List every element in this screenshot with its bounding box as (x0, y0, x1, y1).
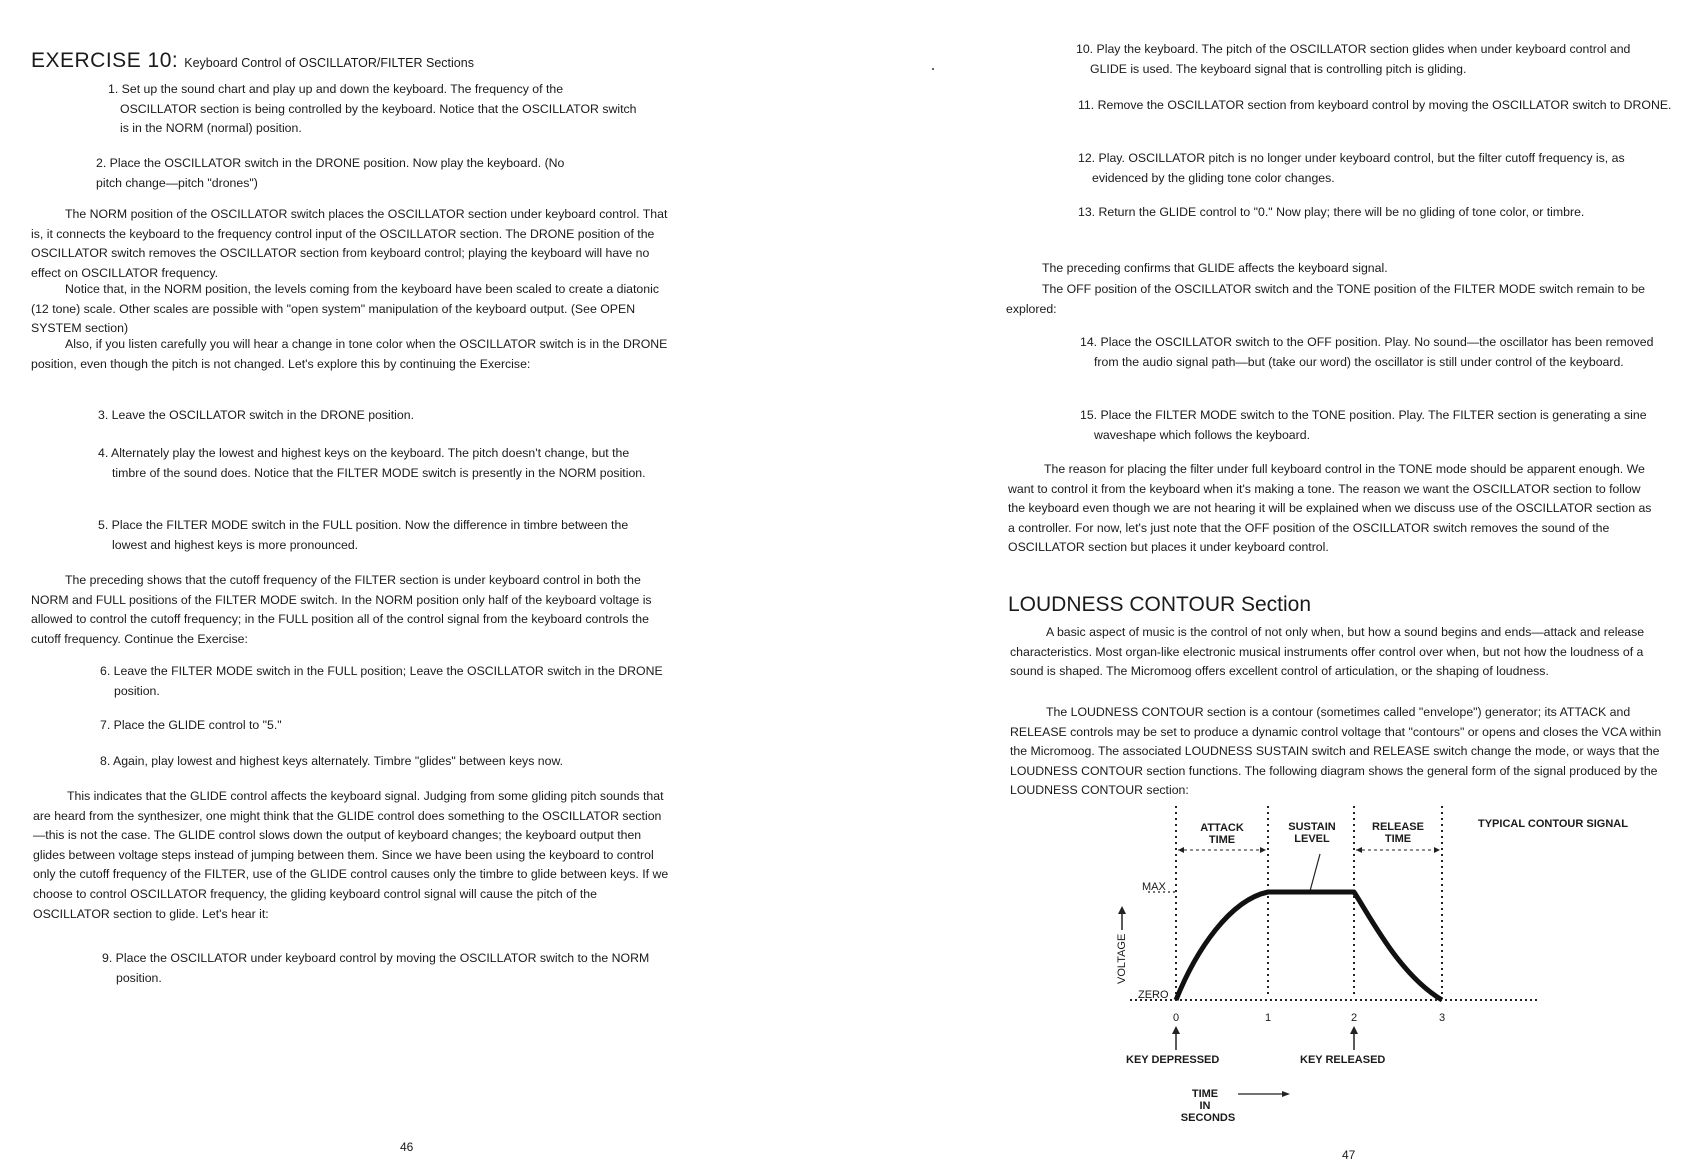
key-depressed-arrow-head (1172, 1026, 1180, 1034)
release-label-line-2: TIME (1384, 833, 1412, 845)
attack-label-line-2: TIME (1208, 834, 1236, 846)
sustain-level-label (1276, 821, 1348, 845)
contour-curve (1176, 892, 1442, 1000)
tick-3: 3 (1438, 1012, 1446, 1024)
attack-time-label (1187, 822, 1257, 846)
key-released-arrow-head (1350, 1026, 1358, 1034)
contour-signal-diagram (1000, 800, 1680, 1140)
paragraph-norm-position: The NORM position of the OSCILLATOR switch places the OSCILLATOR section under keyboard control. That is, it connects the keyboard to the frequency control input of the OSCILLATOR section. The DRONE position of the OSCILLATOR switch removes the OSCILLATOR section from keyboard control; playing the keyboard will have no effect on OSCILLATOR frequency. (31, 207, 668, 280)
print-speck (932, 68, 934, 70)
release-time-label (1362, 821, 1434, 845)
step-9: 9. Place the OSCILLATOR under keyboard control by moving the OSCILLATOR switch to the NORM position. (102, 951, 650, 985)
tick-1: 1 (1264, 1012, 1272, 1024)
left-page (0, 0, 847, 1160)
paragraph-contour-generator: The LOUDNESS CONTOUR section is a contour (sometimes called "envelope") generator; its ATTACK and RELEASE controls may be set to produce a dynamic control voltage that "contours" or opens and closes the VCA within the Micromoog. The associated LOUDNESS SUSTAIN switch and RELEASE switch change the mode, or ways that the LOUDNESS CONTOUR section functions. The following diagram shows the general form of the signal produced by the LOUDNESS CONTOUR section: (1010, 705, 1662, 798)
step-12: 12. Play. OSCILLATOR pitch is no longer under keyboard control, but the filter cutoff frequency is, as evidenced by the gliding tone color changes. (1078, 151, 1625, 185)
section-heading-loudness-contour: LOUDNESS CONTOUR Section (1008, 593, 1312, 616)
paragraph-articulation: A basic aspect of music is the control of not only when, but how a sound begins and ends—attack and release characteristics. Most organ-like electronic musical instruments offer control over when, but not how the loudness of a sound is shaped. The Micromoog offers excellent control of articulation, or the shaping of loudness. (1010, 625, 1645, 679)
voltage-label: VOLTAGE (1116, 933, 1128, 984)
time-in-seconds-label (1180, 1088, 1230, 1112)
step-7: 7. Place the GLIDE control to "5." (100, 718, 282, 732)
step-4: 4. Alternately play the lowest and highest keys on the keyboard. The pitch doesn't change, but the timbre of the sound does. Notice that the FILTER MODE switch is presently in the NORM position. (98, 446, 646, 480)
step-1: 1. Set up the sound chart and play up and down the keyboard. The frequency of the OSCILLATOR section is being controlled by the keyboard. Notice that the OSCILLATOR switch is in the NORM (normal) position. (108, 82, 637, 136)
max-label: MAX (1142, 881, 1166, 893)
step-6: 6. Leave the FILTER MODE switch in the FULL position; Leave the OSCILLATOR switch in the DRONE position. (100, 664, 663, 698)
page-number-right: 47 (1342, 1148, 1356, 1162)
key-released-label: KEY RELEASED (1300, 1054, 1386, 1066)
exercise-title (31, 38, 474, 75)
time-label-line-2: IN (1199, 1100, 1211, 1112)
tick-0: 0 (1172, 1012, 1180, 1024)
exercise-subtitle: Keyboard Control of OSCILLATOR/FILTER Sections (184, 56, 474, 70)
sustain-pointer (1310, 854, 1320, 891)
step-13: 13. Return the GLIDE control to "0." Now play; there will be no gliding of tone color, or timbre. (1078, 205, 1585, 219)
paragraph-filter-cutoff: The preceding shows that the cutoff frequency of the FILTER section is under keyboard control in both the NORM and FULL positions of the FILTER MODE switch. In the NORM position only half of the keyboard voltage is allowed to control the cutoff frequency; in the FULL position all of the control signal from the keyboard controls the cutoff frequency. Continue the Exercise: (31, 573, 652, 646)
attack-arrow-right-head (1260, 847, 1266, 853)
attack-label-line-1: ATTACK (1200, 822, 1244, 834)
page-number-left: 46 (400, 1140, 414, 1154)
release-label-line-1: RELEASE (1372, 821, 1424, 833)
paragraph-glide-confirms: The preceding confirms that GLIDE affects the keyboard signal. (1042, 261, 1388, 275)
step-2: 2. Place the OSCILLATOR switch in the DRONE position. Now play the keyboard. (No pitch change—pitch "drones") (96, 156, 565, 190)
attack-arrow-left-head (1178, 847, 1184, 853)
time-label-line-1: TIME (1191, 1088, 1219, 1100)
step-14: 14. Place the OSCILLATOR switch to the OFF position. Play. No sound—the oscillator has been removed from the audio signal path—but (take our word) the oscillator is still under control of the keyboard. (1080, 335, 1654, 369)
paragraph-tone-color: Also, if you listen carefully you will hear a change in tone color when the OSCILLATOR switch is in the DRONE position, even though the pitch is not changed. Let's explore this by continuing the Exercise: (31, 337, 668, 371)
seconds-label: SECONDS (1180, 1112, 1236, 1124)
release-arrow-left-head (1356, 847, 1362, 853)
tick-2: 2 (1350, 1012, 1358, 1024)
zero-label: ZERO (1138, 989, 1169, 1001)
step-11: 11. Remove the OSCILLATOR section from keyboard control by moving the OSCILLATOR switch to DRONE. (1078, 98, 1672, 112)
step-15: 15. Place the FILTER MODE switch to the TONE position. Play. The FILTER section is generating a sine waveshape which follows the keyboard. (1080, 408, 1647, 442)
step-10: 10. Play the keyboard. The pitch of the OSCILLATOR section glides when under keyboard control and GLIDE is used. The keyboard signal that is controlling pitch is gliding. (1076, 42, 1631, 76)
step-3: 3. Leave the OSCILLATOR switch in the DRONE position. (98, 408, 414, 422)
paragraph-diatonic-scale: Notice that, in the NORM position, the levels coming from the keyboard have been scaled to create a diatonic (12 tone) scale. Other scales are possible with "open system" manipulation of the keyboard output. (See OPEN SYSTEM section) (31, 282, 659, 336)
contour-diagram-graphic (1000, 800, 1680, 1140)
diagram-title: TYPICAL CONTOUR SIGNAL (1478, 818, 1628, 830)
sustain-label-line-1: SUSTAIN (1288, 821, 1336, 833)
release-arrow-right-head (1434, 847, 1440, 853)
voltage-arrow-head (1118, 906, 1126, 914)
exercise-number: EXERCISE 10: (31, 49, 179, 72)
key-depressed-label: KEY DEPRESSED (1126, 1054, 1220, 1066)
step-8: 8. Again, play lowest and highest keys alternately. Timbre "glides" between keys now. (100, 754, 564, 768)
sustain-label-line-2: LEVEL (1294, 833, 1330, 845)
paragraph-remain-explored: The OFF position of the OSCILLATOR switch and the TONE position of the FILTER MODE switch remain to be explored: (1006, 282, 1646, 316)
paragraph-tone-mode: The reason for placing the filter under full keyboard control in the TONE mode should be apparent enough. We want to control it from the keyboard when it's making a tone. The reason we want the OSCILLATOR section to follow the keyboard even though we are not hearing it will be explained when we discuss use of the OSCILLATOR section as a controller. For now, let's just note that the OFF position of the OSCILLATOR switch removes the sound of the OSCILLATOR section but places it under keyboard control. (1008, 462, 1652, 555)
paragraph-glide: This indicates that the GLIDE control affects the keyboard signal. Judging from some gliding pitch sounds that are heard from the synthesizer, one might think that the GLIDE control does something to the OSCILLATOR section—this is not the case. The GLIDE control slows down the output of keyboard changes; the keyboard output then glides between voltage steps instead of jumping between them. Since we have been using the keyboard to control only the cutoff frequency of the FILTER, use of the GLIDE control causes only the timbre to glide between keys. If we choose to control OSCILLATOR frequency, the gliding keyboard control signal will cause the pitch of the OSCILLATOR section to glide. Let's hear it: (33, 789, 669, 921)
step-5: 5. Place the FILTER MODE switch in the FULL position. Now the difference in timbre between the lowest and highest keys is more pronounced. (98, 518, 629, 552)
time-arrow-head (1282, 1091, 1290, 1097)
